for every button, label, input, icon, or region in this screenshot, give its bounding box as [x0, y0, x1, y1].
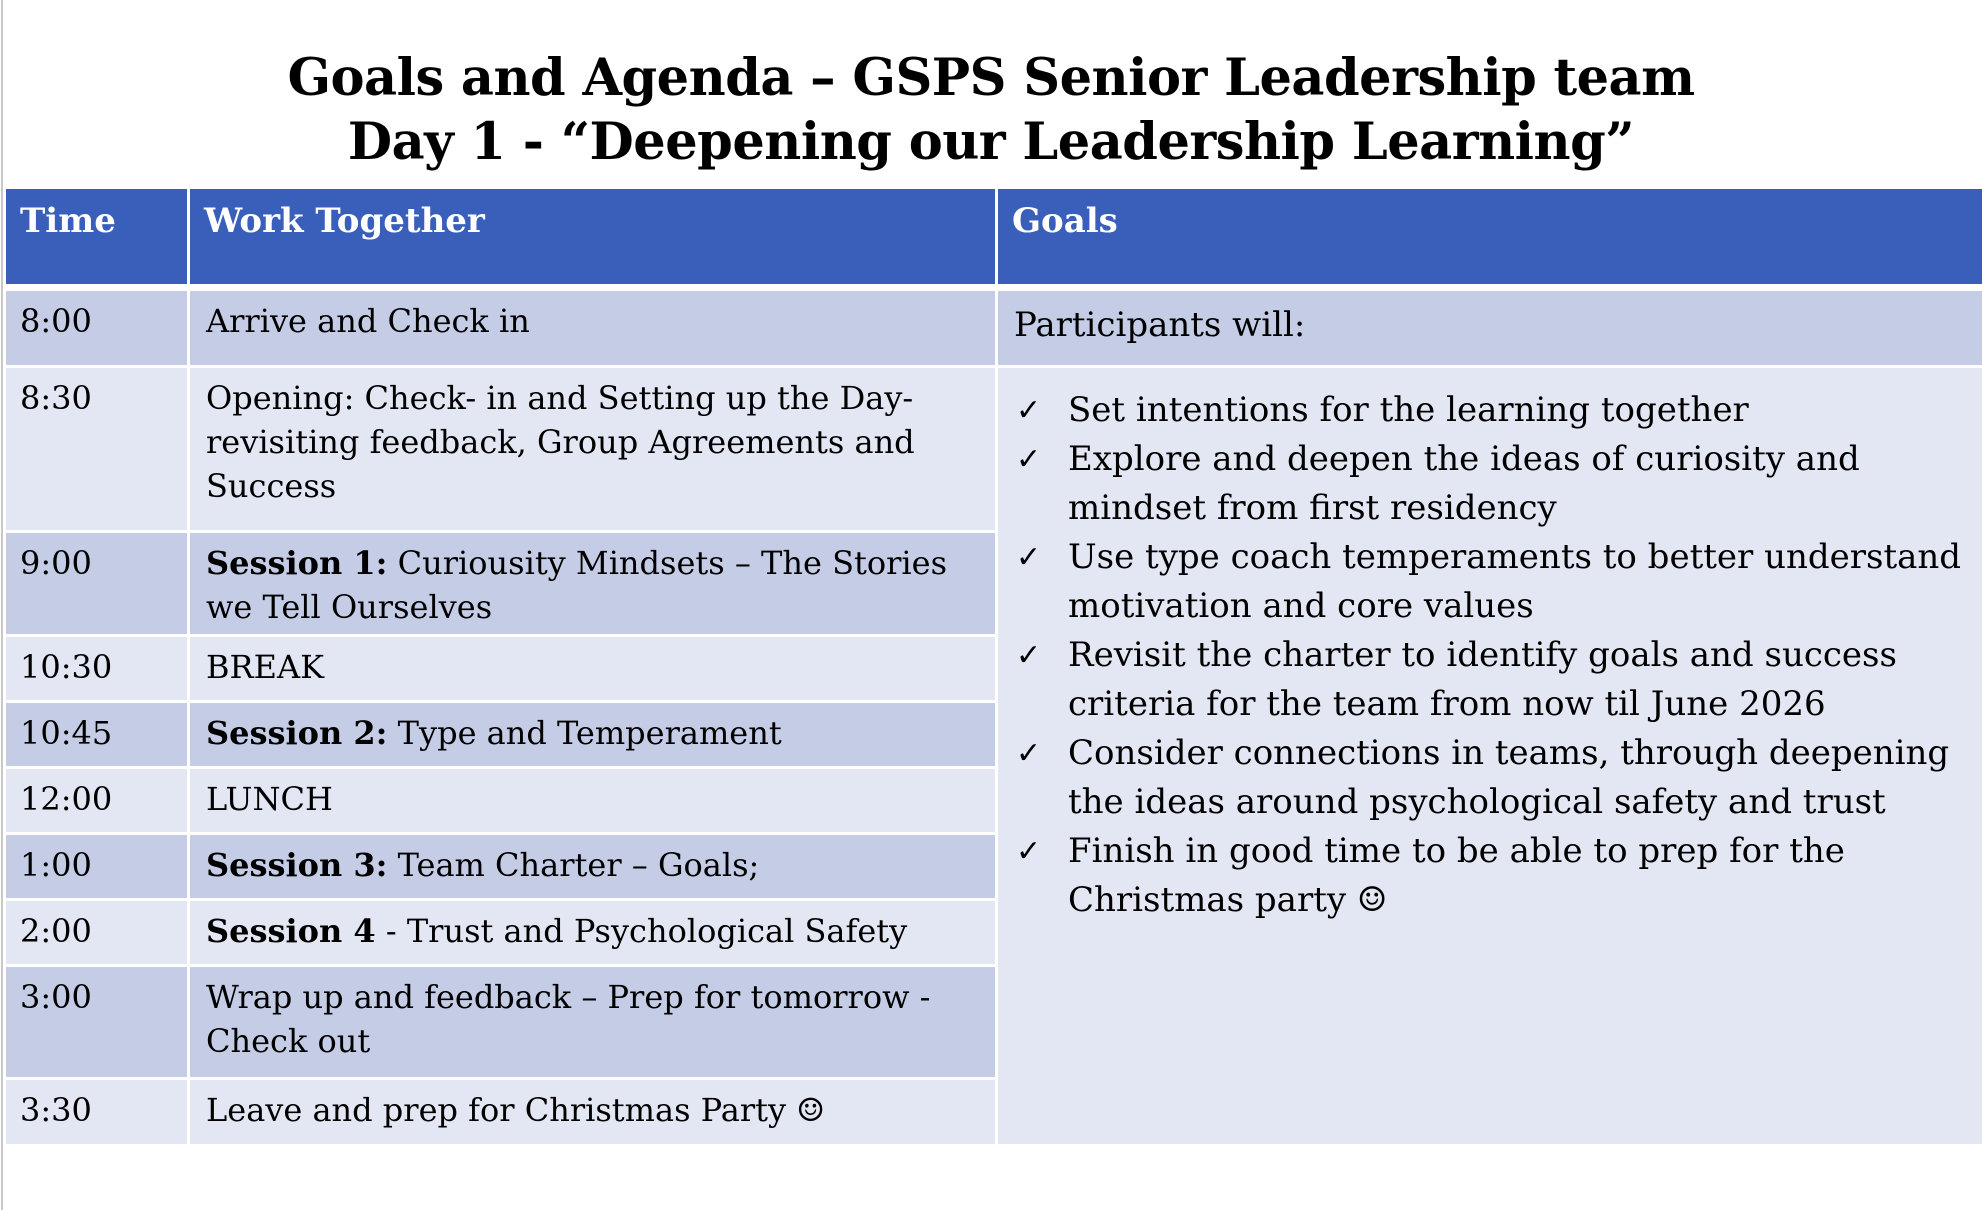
- time-cell: 8:30: [6, 368, 187, 530]
- checkmark-icon: ✓: [1016, 736, 1042, 771]
- time-cell: 10:30: [6, 637, 187, 700]
- time-cell: 10:45: [6, 703, 187, 766]
- activity-text: Arrive and Check in: [206, 302, 530, 340]
- checkmark-icon: ✓: [1016, 393, 1042, 428]
- activity-cell: [190, 1080, 995, 1144]
- time-cell: 3:30: [6, 1080, 187, 1144]
- goal-item: [1016, 631, 1972, 729]
- slide-title: [0, 46, 1982, 174]
- goal-item: [1016, 435, 1972, 533]
- title-line-2: Day 1 - “Deepening our Leadership Learning”: [347, 112, 1635, 172]
- slide-left-border: [1, 0, 3, 1210]
- activity-text: - Trust and Psychological Safety: [375, 912, 908, 950]
- activity-text: Wrap up and feedback – Prep for tomorrow - Check out: [206, 978, 931, 1060]
- goal-text: Set intentions for the learning together: [1068, 390, 1749, 430]
- time-cell: 1:00: [6, 835, 187, 898]
- header-time: Time: [6, 189, 187, 284]
- activity-cell: [190, 901, 995, 964]
- activity-text: Type and Temperament: [387, 714, 782, 752]
- checkmark-icon: ✓: [1016, 540, 1042, 575]
- activity-cell: [190, 533, 995, 634]
- goals-intro: Participants will:: [998, 291, 1982, 365]
- activity-cell: [190, 835, 995, 898]
- activity-cell: [190, 769, 995, 832]
- time-cell: 9:00: [6, 533, 187, 634]
- activity-text: Team Charter – Goals;: [387, 846, 760, 884]
- goals-list: [998, 368, 1982, 925]
- activity-text: Curiousity Mindsets – The Stories we Tell Ourselves: [206, 544, 947, 626]
- activity-text: LUNCH: [206, 780, 333, 818]
- activity-cell: [190, 291, 995, 365]
- goal-item: [1016, 729, 1972, 827]
- header-goals: Goals: [998, 189, 1982, 284]
- time-cell: 12:00: [6, 769, 187, 832]
- activity-text: BREAK: [206, 648, 324, 686]
- activity-text: Leave and prep for Christmas Party ☺: [206, 1091, 825, 1129]
- time-cell: 8:00: [6, 291, 187, 365]
- goal-text: Consider connections in teams, through deepening the ideas around psychological safety and trust: [1068, 733, 1950, 822]
- session-label: Session 2:: [206, 714, 388, 752]
- session-label: Session 3:: [206, 846, 388, 884]
- activity-text: Opening: Check- in and Setting up the Day- revisiting feedback, Group Agreements and Success: [206, 379, 915, 505]
- session-label: Session 4: [206, 912, 376, 950]
- time-cell: 3:00: [6, 967, 187, 1077]
- goal-text: Finish in good time to be able to prep for the Christmas party ☺: [1068, 831, 1845, 920]
- checkmark-icon: ✓: [1016, 638, 1042, 673]
- goal-item: [1016, 827, 1972, 925]
- goal-item: [1016, 386, 1972, 435]
- activity-cell: [190, 967, 995, 1077]
- title-line-1: Goals and Agenda – GSPS Senior Leadership team: [287, 48, 1695, 108]
- goals-cell: [998, 368, 1982, 1144]
- time-cell: 2:00: [6, 901, 187, 964]
- goal-text: Use type coach temperaments to better understand motivation and core values: [1068, 537, 1962, 626]
- activity-cell: [190, 368, 995, 530]
- goal-text: Revisit the charter to identify goals and success criteria for the team from now til June 2026: [1068, 635, 1897, 724]
- checkmark-icon: ✓: [1016, 442, 1042, 477]
- activity-cell: [190, 703, 995, 766]
- header-work-together: Work Together: [190, 189, 995, 284]
- goal-text: Explore and deepen the ideas of curiosity and mindset from first residency: [1068, 439, 1860, 528]
- checkmark-icon: ✓: [1016, 834, 1042, 869]
- goal-item: [1016, 533, 1972, 631]
- session-label: Session 1:: [206, 544, 388, 582]
- activity-cell: [190, 637, 995, 700]
